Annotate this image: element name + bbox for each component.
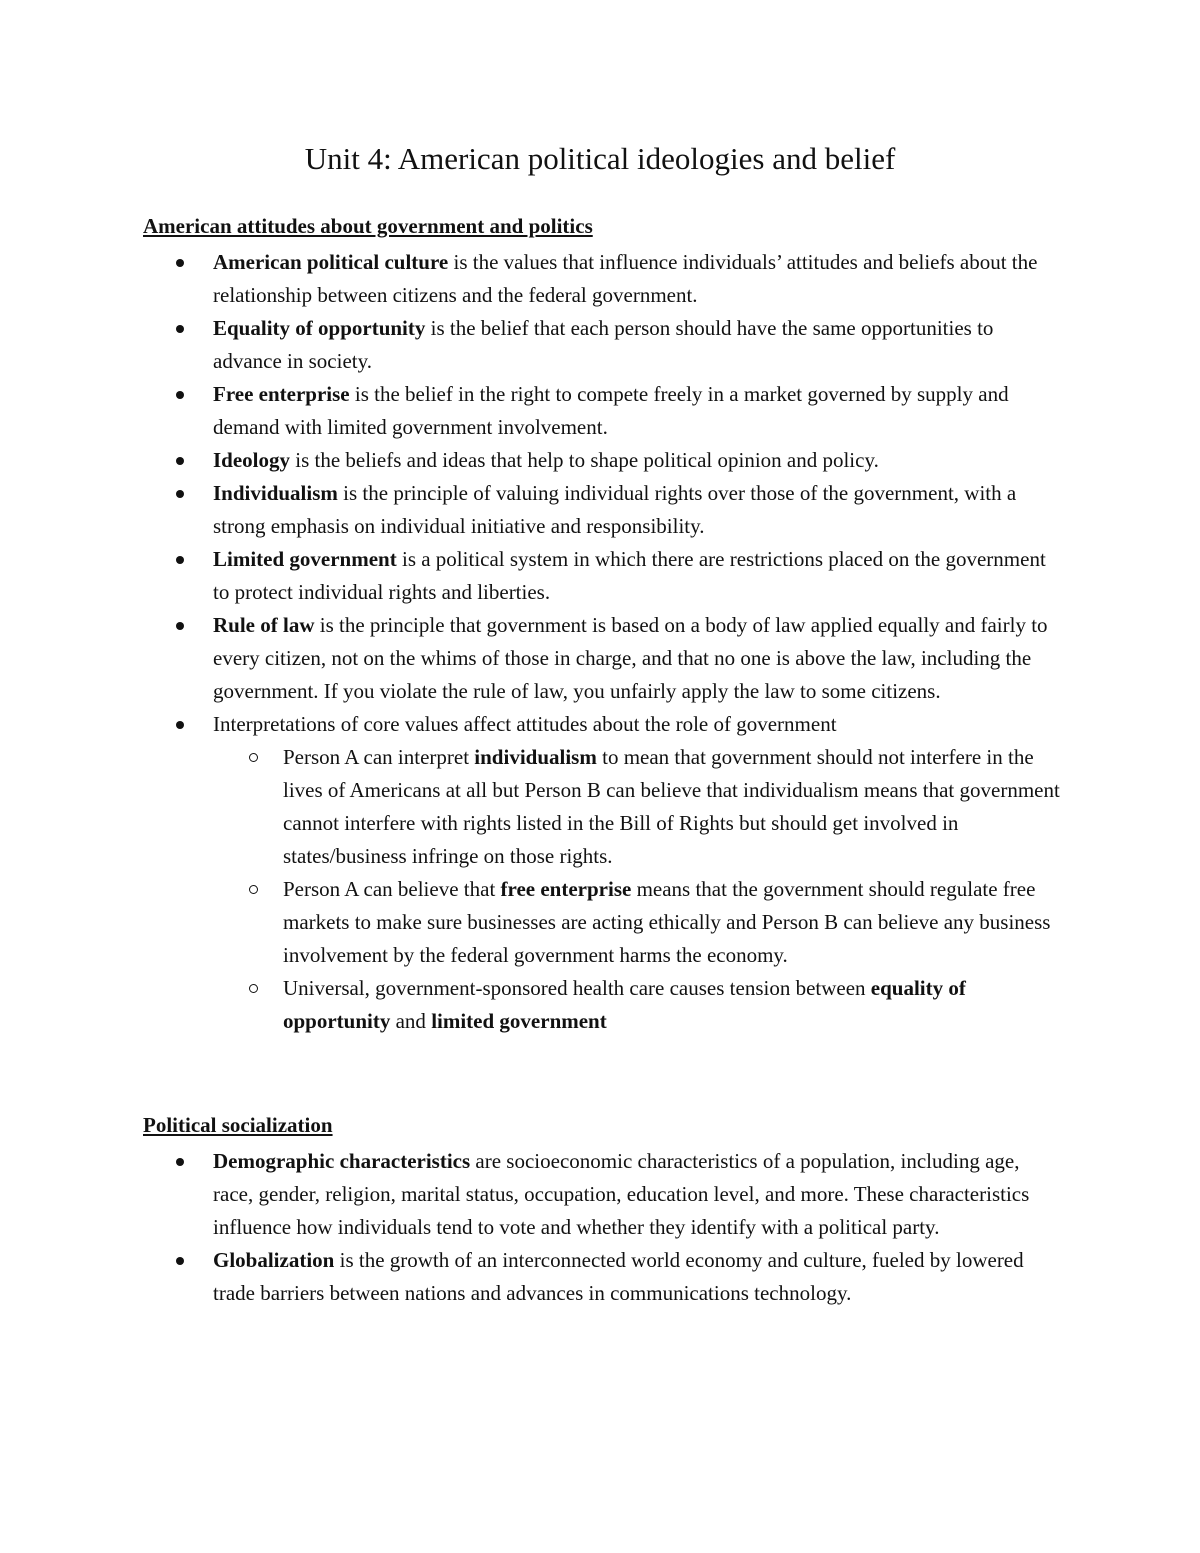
bullet-icon [176,457,184,465]
sub-list-item [213,972,1063,1038]
term: Free enterprise [213,382,350,406]
term: equality of opportunity [283,976,966,1033]
bullet-icon [176,391,184,399]
sub-list-item [213,873,1063,972]
sub-text: to mean that government should not interfere in the lives of Americans at all but Person B can believe that individualism means that government cannot interfere with rights listed in the Bill of Rights but should get involved in states/business infringe on those rights. [283,745,1060,868]
hollow-bullet-icon [249,753,258,762]
sub-text: Person A can interpret [283,745,475,769]
definition: is the principle of valuing individual rights over those of the government, with a strong emphasis on individual initiative and responsibility. [213,481,1017,538]
definition: is the growth of an interconnected world economy and culture, fueled by lowered trade barriers between nations and advances in communications technology. [213,1248,1024,1305]
term: Ideology [213,448,291,472]
bullet-icon [176,721,184,729]
term: free enterprise [500,877,632,901]
bullet-icon [176,325,184,333]
term: American political culture [213,250,449,274]
sub-list-item [213,741,1063,873]
sub-text: Universal, government-sponsored health care causes tension between [283,976,871,1000]
bullet-icon [176,1257,184,1265]
list-item [143,312,1063,378]
list-item [143,543,1063,609]
list-item [143,1244,1063,1310]
hollow-bullet-icon [249,984,258,993]
list-item [143,477,1063,543]
sub-text: means that the government should regulate free markets to make sure businesses are acting ethically and Person B can believe any business involvement by the federal government harms the economy. [283,877,1051,967]
page-title: Unit 4: American political ideologies and belief [304,141,896,176]
section-heading: Political socialization [143,1113,333,1137]
bullet-icon [176,622,184,630]
bullet-icon [176,490,184,498]
list-item [143,444,1063,477]
list-item [143,609,1063,708]
definition: is the principle that government is based on a body of law applied equally and fairly to every citizen, not on the whims of those in charge, and that no one is above the law, including the government. If you violate the rule of law, you unfairly apply the law to some citizens. [213,613,1048,703]
section-american-attitudes [143,213,1063,1038]
definition: Interpretations of core values affect attitudes about the role of government [213,712,837,736]
term: Limited government [213,547,397,571]
definition: is the belief in the right to compete freely in a market governed by supply and demand with limited government involvement. [213,382,1009,439]
term: Individualism [213,481,338,505]
term: Rule of law [213,613,315,637]
definition: is the beliefs and ideas that help to shape political opinion and policy. [290,448,879,472]
term: Demographic characteristics [213,1149,471,1173]
term: individualism [474,745,597,769]
bullet-icon [176,1158,184,1166]
term: limited government [431,1009,607,1033]
bullet-icon [176,259,184,267]
bullet-icon [176,556,184,564]
term: Globalization [213,1248,335,1272]
list-item [143,378,1063,444]
definition: is a political system in which there are restrictions placed on the government to protect individual rights and liberties. [213,547,1046,604]
section-heading: American attitudes about government and politics [143,214,593,238]
sub-text: and [390,1009,432,1033]
definition: is the belief that each person should have the same opportunities to advance in society. [213,316,994,373]
list-item [143,1145,1063,1244]
sub-text: Person A can believe that [283,877,501,901]
section-political-socialization [143,1112,1063,1310]
list-item [143,708,1063,1038]
hollow-bullet-icon [249,885,258,894]
list-item [143,246,1063,312]
term: Equality of opportunity [213,316,426,340]
bullet-list [143,246,1063,1038]
definition: are socioeconomic characteristics of a population, including age, race, gender, religion, marital status, occupation, education level, and more. These characteristics influence how individuals tend to vote and whether they identify with a political party. [213,1149,1030,1239]
bullet-list [143,1145,1063,1310]
sub-list [213,741,1063,1038]
definition: is the values that influence individuals’ attitudes and beliefs about the relationship between citizens and the federal government. [213,250,1038,307]
